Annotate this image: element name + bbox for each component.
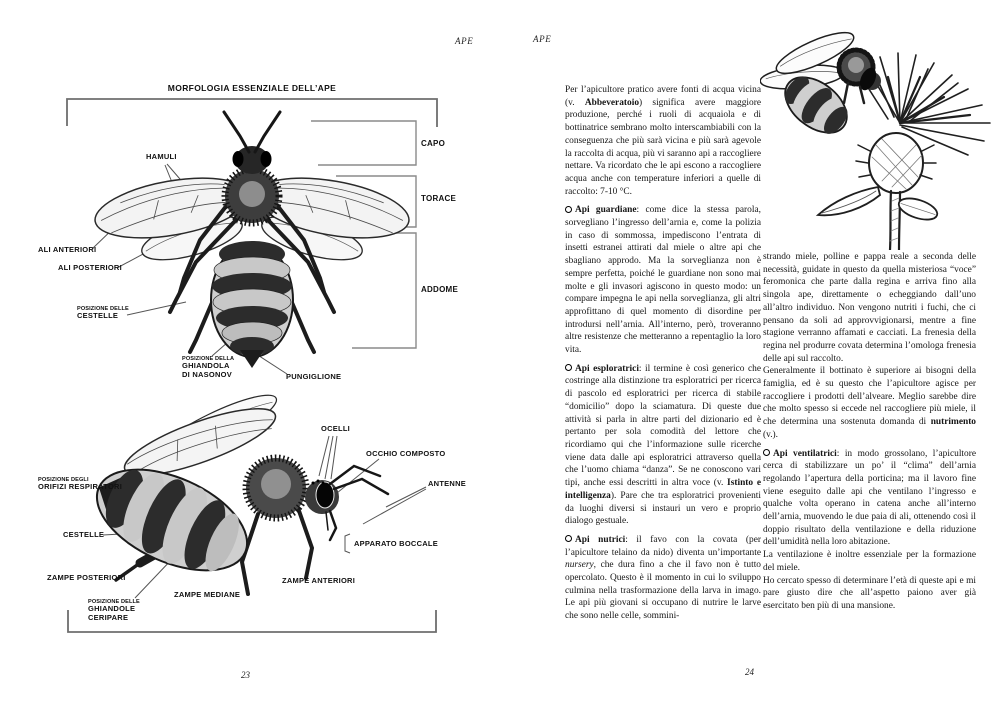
figure-title: MORFOLOGIA ESSENZIALE DELL’APE	[167, 83, 337, 93]
page-number-right: 24	[745, 667, 754, 677]
page-number-left: 23	[241, 670, 250, 680]
paragraph-acqua: Per l’apicultore pratico avere fonti di acqua vicina (v. Abbeveratoio) significa avere maggiore produzione, perché i ruoli di acquaiola e di bottinatrice sembrano molto interscambiabili con la conseguenza che più sarà vicina e più sarà agevole la raccolta di acqua, più vi saranno api a raccogliere nettare. Va ricordato che le api escono a raccogliere acqua anche con temperature inferiori a quelle di raccolto: 7-10 °C.	[565, 85, 761, 197]
label-zampe-anteriori: ZAMPE ANTERIORI	[282, 576, 356, 585]
label-occhio-composto: OCCHIO COMPOSTO	[366, 449, 446, 458]
label-zampe-posteriori: ZAMPE POSTERIORI	[47, 573, 126, 582]
dorsal-bee-illustration	[90, 112, 413, 368]
paragraph-eta-api: Ho cercato spesso di determinare l’età di queste api e mi pare giusto dire che all’aspetto paiono aver già esercitato ben più di una mansione.	[763, 575, 976, 611]
label-ali-posteriori: ALI POSTERIORI	[58, 263, 122, 272]
bee-on-flower-illustration	[760, 5, 1000, 250]
label-hamuli: HAMULI	[146, 152, 177, 161]
label-antenne: ANTENNE	[428, 479, 467, 488]
running-head-right: APE	[533, 34, 552, 44]
paragraph-api-nutrici: Api nutrici: il favo con la covata (per l’apicultore telaino da nido) diventa un’importante nursery, che dura fino a che il favo non è tutto opercolato. Questo è il momento in cui lo sviluppo culmina nella trasformazione della larva in imago. Le api più giovani si occupano di nutrire le larve che sono nelle celle, sommini-	[565, 534, 761, 622]
running-head-left: APE	[455, 36, 474, 46]
label-torace: TORACE	[421, 194, 457, 203]
paragraph-api-ventilatrici: Api ventilatrici: in modo grossolano, l’apicultore cerca di stabilizzare un po’ il “clima” dell’arnia regolando l’apertura della porticina; ma il lavoro fine viene eseguito dalle api che ventilano l’ingresso e qualche volta operano in catena anche all’interno dell’arnia, muovendo le due paia di ali, ottenendo così il doppio risultato della ventilazione e della riduzione dell’umidità nella loro abitazione.	[763, 448, 976, 548]
ring-bullet-icon	[565, 535, 572, 542]
paragraph-continuation: strando miele, polline e pappa reale a seconda delle necessità, guidate in questo da quella misteriosa “voce” feromonica che parte dalla regina e arriva fino alla singola ape, direttamente o echeggiando dall’uno all’altro individuo. Non vengono nutriti i fuchi, che ci pensano da soli ad approvvigionarsi, mentre a fine stagione verranno affamati e cacciati. La frenesia della regina nel produrre covata determina l’omologa frenesia delle api sul raccolto.	[763, 252, 976, 364]
paragraph-api-guardiane: Api guardiane: come dice la stessa parola, sorvegliano l’ingresso dell’arnia e, come la polizia in caso di sommossa, impediscono l’entrata di insetti estranei attirati dal miele o altre api che sbagliano approdo. Ma la sorveglianza non è sempre perfetta, poiché le guardiane non sono mai molte e gli invasori agiscono in questo modo: un compare impegna le api nella sorveglianza, gli altri approfittano di quel momento di disordine per introdursi nell’arnia. All’interno, però, troveranno altre resistenze che metteranno a repentaglio la loro vita.	[565, 205, 761, 356]
label-ghiandola-nasonov: POSIZIONE DELLA GHIANDOLA DI NASONOV	[182, 356, 235, 379]
label-pungiglione: PUNGIGLIONE	[286, 372, 342, 381]
label-zampe-mediane: ZAMPE MEDIANE	[174, 590, 241, 599]
label-ali-anteriori: ALI ANTERIORI	[38, 245, 97, 254]
label-ocelli: OCELLI	[321, 424, 350, 433]
dorsal-abdomen	[211, 241, 293, 368]
paragraph-api-esploratrici: Api esploratrici: il termine è così generico che costringe alla distinzione tra esploratrici per ricerca di pascolo ed esploratrici per ricerca di stabile “domicilio” dopo la sciamatura. Di queste due attività si parla in altre parti del dizionario ed è pertanto per sola comodità del lettore che ricordiamo qui che l’informazione sulle ricerche viene data dalle api esploratrici attraverso quella che l’uomo chiama “danza”. Se ne conoscono vari tipi, anche essi descritti in altra voce (v. Istinto e intelligenza). Pare che tra esploratrici provenienti da luoghi diversi si instauri un vero e proprio dialogo gestuale.	[565, 363, 761, 527]
label-capo: CAPO	[421, 139, 446, 148]
ring-bullet-icon	[565, 364, 572, 371]
label-posizione-cestelle: POSIZIONE DELLE CESTELLE	[77, 306, 129, 321]
label-ghiandole-ceripare: POSIZIONE DELLE GHIANDOLE CERIPARE	[88, 599, 140, 622]
label-orifizi-respiratori: POSIZIONE DEGLI ORIFIZI RESPIRATORI	[38, 477, 123, 492]
label-apparato-boccale: APPARATO BOCCALE	[354, 539, 439, 548]
text-column-2	[763, 251, 976, 613]
paragraph-ventilazione: La ventilazione è inoltre essenziale per la formazione del miele.	[763, 550, 976, 573]
label-cestelle: CESTELLE	[63, 530, 105, 539]
ring-bullet-icon	[763, 449, 770, 456]
label-addome: ADDOME	[421, 285, 459, 294]
paragraph-bottinato: Generalmente il bottinato è superiore ai bisogni della famiglia, ed è su questo che l’apicultore agisce per raccogliere i prodotti dell’alveare. Meglio sarebbe dire che molto spesso si eccede nel raccogliere più miele, il che determina una sostenuta domanda di nutrimento (v.).	[763, 366, 976, 440]
ring-bullet-icon	[565, 206, 572, 213]
text-column-1	[565, 84, 761, 623]
